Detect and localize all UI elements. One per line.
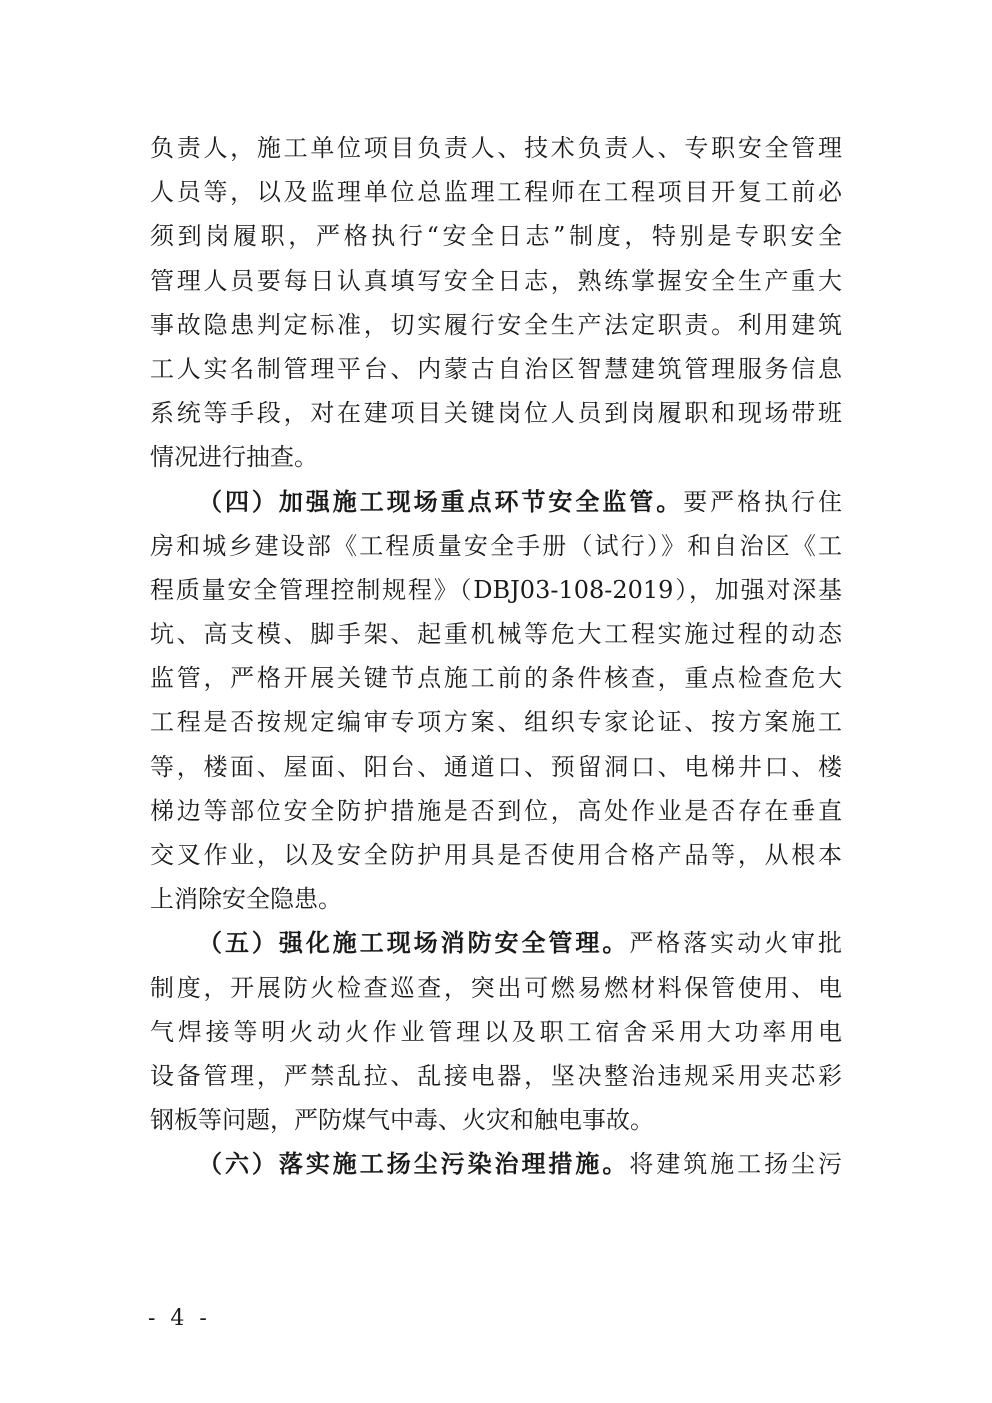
text-line: 梯边等部位安全防护措施是否到位，高处作业是否存在垂直 bbox=[150, 796, 842, 825]
text-line: 上消除安全隐患。 bbox=[150, 885, 342, 914]
text-line: 系统等手段，对在建项目关键岗位人员到岗履职和现场带班 bbox=[150, 399, 842, 428]
paragraph-section-4 bbox=[150, 480, 842, 922]
text-line: 房和城乡建设部《工程质量安全手册（试行）》和自治区《工 bbox=[150, 531, 842, 560]
page-number: - 4 - bbox=[148, 1306, 211, 1331]
text-line: 等，楼面、屋面、阳台、通道口、预留洞口、电梯井口、楼 bbox=[150, 752, 842, 781]
text-line bbox=[150, 1142, 842, 1186]
text-line: 负责人，施工单位项目负责人、技术负责人、专职安全管理 bbox=[150, 134, 842, 162]
text-line: 交叉作业，以及安全防护用具是否使用合格产品等，从根本 bbox=[150, 841, 842, 869]
text-line: 程质量安全管理控制规程》（DBJ03-108-2019），加强对深基 bbox=[150, 575, 842, 604]
text-line: 坑、高支模、脚手架、起重机械等危大工程实施过程的动态 bbox=[150, 620, 842, 649]
text-line: 气焊接等明火动火作业管理以及职工宿舍采用大功率用电 bbox=[150, 1017, 842, 1046]
text-line: 设备管理，严禁乱拉、乱接电器，坚决整治违规采用夹芯彩 bbox=[150, 1061, 842, 1090]
text-span: 将建筑施工扬尘污 bbox=[629, 1150, 843, 1179]
text-line bbox=[150, 480, 842, 524]
document-body bbox=[150, 126, 842, 1187]
text-line: 监管，严格开展关键节点施工前的条件核查，重点检查危大 bbox=[150, 664, 842, 693]
text-line bbox=[150, 921, 842, 965]
paragraph-section-5 bbox=[150, 921, 842, 1142]
text-line: 人员等，以及监理单位总监理工程师在工程项目开复工前必 bbox=[150, 178, 842, 207]
text-line: 钢板等问题，严防煤气中毒、火灾和触电事故。 bbox=[150, 1106, 654, 1135]
section-heading: （六）落实施工扬尘污染治理措施。 bbox=[198, 1149, 630, 1179]
section-heading: （四）加强施工现场重点环节安全监管。 bbox=[198, 486, 684, 516]
text-line: 事故隐患判定标准，切实履行安全生产法定职责。利用建筑 bbox=[150, 310, 842, 339]
section-heading: （五）强化施工现场消防安全管理。 bbox=[198, 928, 630, 958]
text-line: 工程是否按规定编审专项方案、组织专家论证、按方案施工 bbox=[150, 708, 842, 737]
text-line: 工人实名制管理平台、内蒙古自治区智慧建筑管理服务信息 bbox=[150, 354, 842, 383]
text-line: 管理人员要每日认真填写安全日志，熟练掌握安全生产重大 bbox=[150, 266, 842, 295]
paragraph-continued bbox=[150, 126, 842, 480]
text-line: 须到岗履职，严格执行“安全日志”制度，特别是专职安全 bbox=[150, 222, 842, 251]
text-span: 要严格执行住 bbox=[683, 487, 843, 516]
text-line: 情况进行抽查。 bbox=[150, 443, 318, 472]
text-line: 制度，开展防火检查巡查，突出可燃易燃材料保管使用、电 bbox=[150, 973, 842, 1002]
paragraph-section-6 bbox=[150, 1142, 842, 1186]
text-span: 严格落实动火审批 bbox=[629, 929, 843, 958]
